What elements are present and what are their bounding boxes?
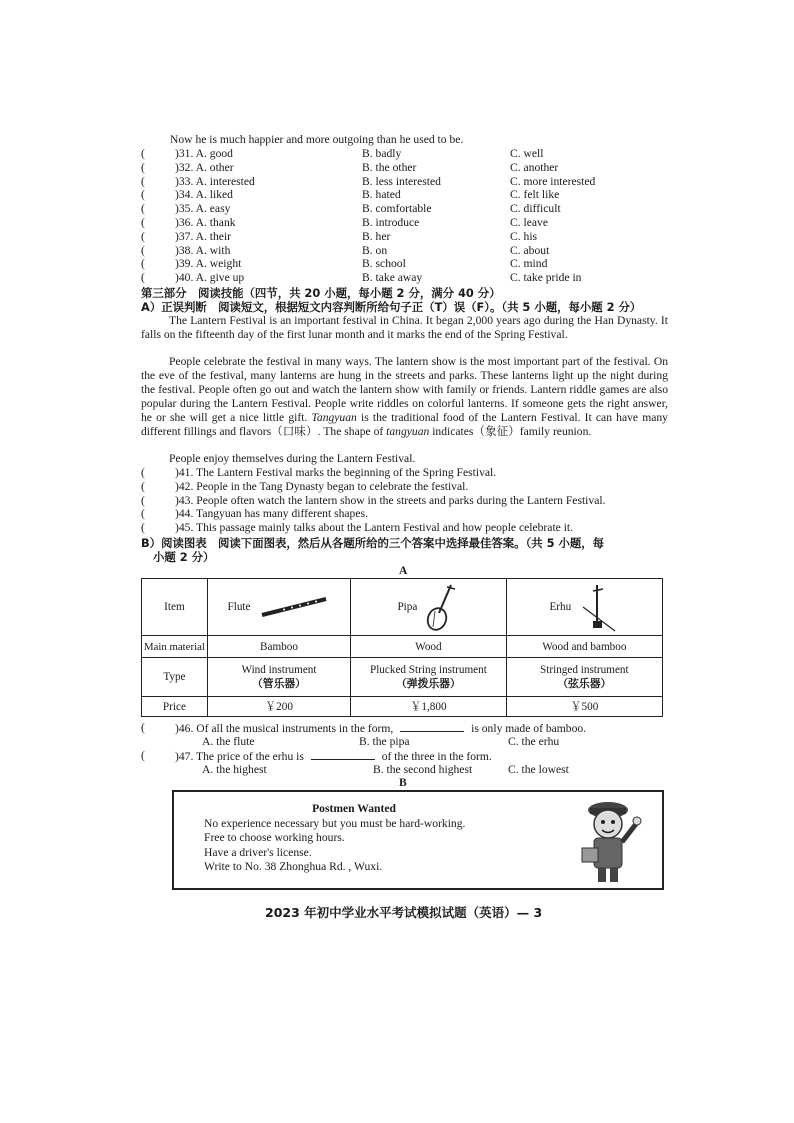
row-label-item: Item bbox=[142, 579, 208, 636]
part3-title: 第三部分 阅读技能（四节，共 20 小题，每小题 2 分，满分 40 分） bbox=[141, 286, 501, 300]
question-43: )43. People often watch the lantern show in the streets and parks during the Lantern Festival. bbox=[175, 493, 606, 507]
q47-bracket: ( bbox=[141, 749, 145, 762]
type-flute: Wind instrument （管乐器） bbox=[207, 658, 350, 697]
question-45: )45. This passage mainly talks about the Lantern Festival and how people celebrate it. bbox=[175, 521, 574, 535]
option-c: C. leave bbox=[510, 215, 548, 229]
chart-label-a: A bbox=[399, 564, 408, 577]
chart-label-b: B bbox=[399, 776, 407, 789]
option-a: )32. A. other bbox=[175, 160, 234, 174]
passage-paragraph-2: People celebrate the festival in many ways. The lantern show is the most important part of the festival. On the eve of the festival, many lanterns are hung in the streets and parks. These lanterns light up the night during the festival. People often go out and watch the lantern show with family or friends. Lantern riddle games are also popular during the Lantern Festival. People write riddles on colorful lanterns. If someone gets the right answer, he or she will get a nice little gift. Tangyuan is the traditional food of the Lantern Festival. It can have many different fillings and flavors（口味）. The shape of tangyuan indicates（象征）family reunion. bbox=[141, 355, 668, 438]
row-label-price: Price bbox=[142, 697, 208, 717]
option-b: B. less interested bbox=[362, 174, 441, 188]
option-b: B. on bbox=[362, 243, 388, 257]
pipa-icon bbox=[425, 581, 459, 633]
option-a: )36. A. thank bbox=[175, 215, 236, 229]
material-flute: Bamboo bbox=[207, 636, 350, 658]
q46-stem: )46. Of all the musical instruments in the form, is only made of bamboo. bbox=[175, 722, 587, 735]
answer-blank bbox=[311, 749, 375, 760]
type-pipa: Plucked String instrument （弹拨乐器） bbox=[351, 658, 507, 697]
ad-line: No experience necessary but you must be hard-working. bbox=[204, 816, 466, 830]
ad-title: Postmen Wanted bbox=[312, 802, 396, 815]
option-a: )39. A. weight bbox=[175, 257, 242, 271]
option-a: )34. A. liked bbox=[175, 188, 233, 202]
cloze-brackets: ( ( ( ( ( ( ( ( ( ( bbox=[141, 147, 145, 285]
intro-line: Now he is much happier and more outgoing than he used to be. bbox=[170, 133, 464, 146]
option-c: C. more interested bbox=[510, 174, 596, 188]
sectionB-title: B）阅读图表 阅读下面图表，然后从各题所给的三个答案中选择最佳答案。（共 5 小题，每 bbox=[141, 536, 605, 550]
option-c: C. mind bbox=[510, 257, 548, 271]
q46-option-b: B. the pipa bbox=[359, 735, 410, 748]
option-b: B. the other bbox=[362, 160, 417, 174]
sectionA-title: A）正误判断 阅读短文，根据短文内容判断所给句子正（T）误（F）。（共 5 小题，每小题 2 分） bbox=[141, 300, 642, 314]
option-b: B. badly bbox=[362, 147, 402, 160]
option-c: C. his bbox=[510, 229, 538, 243]
option-a: )38. A. with bbox=[175, 243, 231, 257]
row-label-type: Type bbox=[142, 658, 208, 697]
postman-icon bbox=[574, 794, 648, 884]
material-pipa: Wood bbox=[351, 636, 507, 658]
option-c: C. take pride in bbox=[510, 271, 582, 285]
question-44: )44. Tangyuan has many different shapes. bbox=[175, 507, 368, 521]
option-a: )40. A. give up bbox=[175, 271, 245, 285]
postmen-ad bbox=[172, 790, 664, 890]
instrument-table bbox=[141, 578, 663, 717]
cloze-col-b bbox=[362, 147, 441, 285]
option-b: B. school bbox=[362, 257, 406, 271]
answer-blank bbox=[400, 721, 464, 732]
option-a: )31. A. good bbox=[175, 147, 233, 160]
option-a: )35. A. easy bbox=[175, 202, 231, 216]
ad-line: Write to No. 38 Zhonghua Rd. , Wuxi. bbox=[204, 860, 383, 873]
page-footer: 2023 年初中学业水平考试模拟试题（英语）— 3 bbox=[265, 905, 543, 920]
price-pipa: ￥1,800 bbox=[351, 697, 507, 717]
passage-paragraph-1: The Lantern Festival is an important festival in China. It began 2,000 years ago during the Han Dynasty. It falls on the fifteenth day of the first lunar month and it marks the end of the Spring Festival. bbox=[141, 314, 668, 341]
option-c: C. difficult bbox=[510, 202, 561, 216]
erhu-icon bbox=[579, 581, 619, 633]
cloze-col-a bbox=[175, 147, 255, 285]
tf-questions bbox=[175, 466, 605, 535]
price-flute: ￥200 bbox=[207, 697, 350, 717]
option-a: )37. A. their bbox=[175, 229, 232, 243]
cloze-col-c bbox=[510, 147, 595, 285]
flute-icon bbox=[258, 595, 330, 619]
option-b: B. hated bbox=[362, 188, 401, 202]
option-c: C. well bbox=[510, 147, 544, 160]
option-b: B. take away bbox=[362, 271, 423, 285]
type-erhu: Stringed instrument （弦乐器） bbox=[506, 658, 662, 697]
option-c: C. about bbox=[510, 243, 550, 257]
question-42: )42. People in the Tang Dynasty began to celebrate the festival. bbox=[175, 479, 469, 493]
q47-option-a: A. the highest bbox=[202, 763, 267, 776]
q46-bracket: ( bbox=[141, 721, 145, 734]
q47-option-c: C. the lowest bbox=[508, 763, 569, 776]
q47-option-b: B. the second highest bbox=[373, 763, 473, 776]
ad-line: Free to choose working hours. bbox=[204, 831, 345, 844]
cell-pipa: Pipa bbox=[351, 579, 507, 636]
option-b: B. her bbox=[362, 229, 391, 243]
option-a: )33. A. interested bbox=[175, 174, 255, 188]
question-41: )41. The Lantern Festival marks the beginning of the Spring Festival. bbox=[175, 466, 497, 479]
q46-option-c: C. the erhu bbox=[508, 735, 560, 748]
cell-flute: Flute bbox=[207, 579, 350, 636]
material-erhu: Wood and bamboo bbox=[506, 636, 662, 658]
option-b: B. comfortable bbox=[362, 202, 432, 216]
q47-stem: )47. The price of the erhu is of the three in the form. bbox=[175, 750, 492, 763]
option-c: C. another bbox=[510, 160, 559, 174]
cell-erhu: Erhu bbox=[506, 579, 662, 636]
price-erhu: ￥500 bbox=[506, 697, 662, 717]
row-label-material: Main material bbox=[142, 636, 208, 658]
sectionB-title-cont: 小题 2 分） bbox=[153, 550, 215, 564]
ad-line: Have a driver's license. bbox=[204, 845, 312, 859]
passage-paragraph-3: People enjoy themselves during the Lantern Festival. bbox=[169, 452, 416, 465]
option-c: C. felt like bbox=[510, 188, 560, 202]
q46-option-a: A. the flute bbox=[202, 735, 255, 748]
tf-brackets: ( ( ( ( ( bbox=[141, 466, 145, 535]
option-b: B. introduce bbox=[362, 215, 420, 229]
